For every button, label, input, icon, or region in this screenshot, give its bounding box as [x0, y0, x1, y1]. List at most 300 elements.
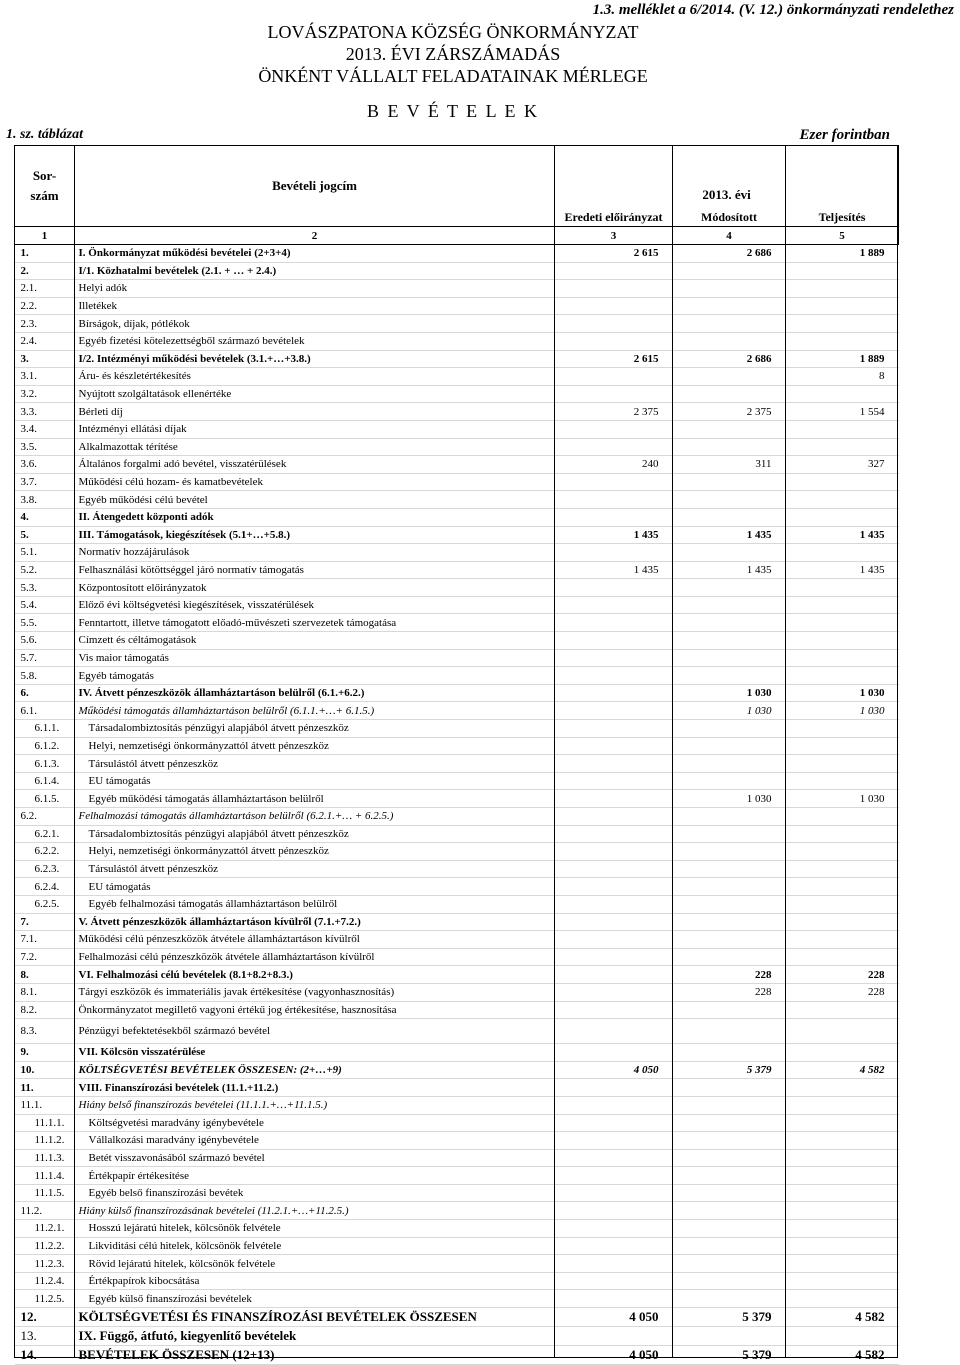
- row-label: Értékpapírok kibocsátása: [75, 1272, 555, 1290]
- value-eredeti: [555, 1149, 673, 1167]
- row-label: Egyéb belső finanszírozási bevétek: [75, 1184, 555, 1202]
- value-eredeti: [555, 508, 673, 526]
- row-number: 5.2.: [15, 561, 75, 579]
- value-eredeti: [555, 1044, 673, 1062]
- value-modositott: 1 435: [673, 561, 786, 579]
- row-label: Betét visszavonásából származó bevétel: [75, 1149, 555, 1167]
- value-modositott: [673, 473, 786, 491]
- table-row: [15, 297, 899, 315]
- row-number: 11.2.: [15, 1202, 75, 1220]
- col-header-jogcim: Bevételi jogcím: [75, 146, 555, 227]
- row-number: 6.1.2.: [15, 737, 75, 755]
- value-teljesites: [786, 948, 899, 966]
- value-teljesites: [786, 860, 899, 878]
- col-number-5: 5: [786, 227, 899, 245]
- value-teljesites: 1 554: [786, 403, 899, 421]
- row-label: Normatív hozzájárulások: [75, 544, 555, 562]
- table-row: [15, 1167, 899, 1185]
- row-number: 3.4.: [15, 420, 75, 438]
- value-modositott: [673, 332, 786, 350]
- row-number: 12.: [15, 1308, 75, 1327]
- value-eredeti: [555, 913, 673, 931]
- table-row: [15, 1290, 899, 1308]
- value-eredeti: [555, 931, 673, 949]
- table-row: [15, 1019, 899, 1044]
- table-row: [15, 315, 899, 333]
- value-teljesites: [786, 544, 899, 562]
- row-number: 11.1.: [15, 1096, 75, 1114]
- table-row: [15, 895, 899, 913]
- table-row: [15, 632, 899, 650]
- value-teljesites: [786, 878, 899, 896]
- row-label: Társadalombiztosítás pénzügyi alapjából átvett pénzeszköz: [75, 720, 555, 738]
- col-header-eredeti: Eredeti előirányzat: [555, 209, 673, 227]
- table-row: [15, 420, 899, 438]
- row-label: Egyéb működési célú bevétel: [75, 491, 555, 509]
- row-label: Társadalombiztosítás pénzügyi alapjából átvett pénzeszköz: [75, 825, 555, 843]
- row-number: 11.: [15, 1079, 75, 1097]
- row-number: 6.: [15, 684, 75, 702]
- row-label: III. Támogatások, kiegészítések (5.1+…+5.8.): [75, 526, 555, 544]
- annex-reference: 1.3. melléklet a 6/2014. (V. 12.) önkormányzati rendelethez: [592, 2, 954, 18]
- row-label: EU támogatás: [75, 772, 555, 790]
- row-number: 11.1.1.: [15, 1114, 75, 1132]
- value-teljesites: [786, 895, 899, 913]
- value-eredeti: [555, 808, 673, 826]
- value-modositott: [673, 315, 786, 333]
- value-eredeti: [555, 772, 673, 790]
- value-modositott: 2 686: [673, 245, 786, 263]
- value-modositott: [673, 860, 786, 878]
- col-header-teljesites: Teljesítés: [786, 209, 899, 227]
- value-eredeti: [555, 315, 673, 333]
- row-label: KÖLTSÉGVETÉSI ÉS FINANSZÍROZÁSI BEVÉTELEK ÖSSZESEN: [75, 1308, 555, 1327]
- value-eredeti: [555, 1019, 673, 1044]
- row-number: 6.1.5.: [15, 790, 75, 808]
- col-number-3: 3: [555, 227, 673, 245]
- value-eredeti: [555, 948, 673, 966]
- value-eredeti: [555, 1184, 673, 1202]
- unit-label: Ezer forintban: [799, 127, 890, 143]
- value-eredeti: [555, 895, 673, 913]
- value-modositott: [673, 1290, 786, 1308]
- row-number: 8.3.: [15, 1019, 75, 1044]
- table-row: [15, 1044, 899, 1062]
- value-teljesites: [786, 1327, 899, 1346]
- value-teljesites: [786, 1001, 899, 1019]
- row-number: 3.3.: [15, 403, 75, 421]
- value-teljesites: [786, 315, 899, 333]
- row-number: 5.3.: [15, 579, 75, 597]
- table-row: [15, 438, 899, 456]
- value-modositott: [673, 1044, 786, 1062]
- table-row: [15, 649, 899, 667]
- table-row: [15, 280, 899, 298]
- row-number: 11.1.2.: [15, 1132, 75, 1150]
- row-label: Társulástól átvett pénzeszköz: [75, 860, 555, 878]
- value-modositott: [673, 1167, 786, 1185]
- value-modositott: [673, 614, 786, 632]
- value-modositott: [673, 649, 786, 667]
- value-teljesites: 8: [786, 368, 899, 386]
- value-eredeti: [555, 684, 673, 702]
- value-eredeti: [555, 544, 673, 562]
- value-eredeti: [555, 1327, 673, 1346]
- value-modositott: [673, 931, 786, 949]
- row-label: V. Átvett pénzeszközök államháztartáson kívülről (7.1.+7.2.): [75, 913, 555, 931]
- value-eredeti: [555, 385, 673, 403]
- row-number: 6.2.4.: [15, 878, 75, 896]
- col-header-sorszam: Sor-szám: [15, 146, 75, 227]
- row-label: Felhasználási kötöttséggel járó normatív támogatás: [75, 561, 555, 579]
- value-eredeti: [555, 860, 673, 878]
- row-label: Működési célú hozam- és kamatbevételek: [75, 473, 555, 491]
- row-label: Alkalmazottak térítése: [75, 438, 555, 456]
- table-row: [15, 1308, 899, 1327]
- value-eredeti: [555, 1255, 673, 1273]
- value-modositott: 2 375: [673, 403, 786, 421]
- value-modositott: [673, 508, 786, 526]
- value-modositott: [673, 1149, 786, 1167]
- value-teljesites: [786, 720, 899, 738]
- row-label: Helyi, nemzetiségi önkormányzattól átvett pénzeszköz: [75, 737, 555, 755]
- value-eredeti: [555, 1167, 673, 1185]
- table-row: [15, 948, 899, 966]
- row-number: 6.2.3.: [15, 860, 75, 878]
- value-modositott: 228: [673, 966, 786, 984]
- row-number: 8.1.: [15, 983, 75, 1001]
- value-modositott: [673, 737, 786, 755]
- table-row: [15, 262, 899, 280]
- value-eredeti: [555, 1114, 673, 1132]
- row-label: Működési támogatás államháztartáson belülről (6.1.1.+…+ 6.1.5.): [75, 702, 555, 720]
- row-label: Fenntartott, illetve támogatott előadó-művészeti szervezetek támogatása: [75, 614, 555, 632]
- value-eredeti: 2 375: [555, 403, 673, 421]
- row-number: 7.2.: [15, 948, 75, 966]
- value-eredeti: [555, 825, 673, 843]
- value-teljesites: 4 582: [786, 1061, 899, 1079]
- value-teljesites: [786, 1167, 899, 1185]
- column-divider: [672, 145, 673, 1358]
- value-modositott: [673, 1096, 786, 1114]
- title-municipality: LOVÁSZPATONA KÖZSÉG ÖNKORMÁNYZAT: [267, 22, 639, 42]
- value-teljesites: [786, 1237, 899, 1255]
- row-number: 6.1.3.: [15, 755, 75, 773]
- table-row: [15, 702, 899, 720]
- value-modositott: 1 030: [673, 790, 786, 808]
- table-row: [15, 808, 899, 826]
- row-number: 6.2.5.: [15, 895, 75, 913]
- row-number: 3.1.: [15, 368, 75, 386]
- value-modositott: [673, 544, 786, 562]
- row-number: 6.2.1.: [15, 825, 75, 843]
- value-eredeti: [555, 667, 673, 685]
- value-modositott: [673, 280, 786, 298]
- value-modositott: [673, 579, 786, 597]
- value-teljesites: [786, 508, 899, 526]
- row-label: Illetékek: [75, 297, 555, 315]
- value-teljesites: [786, 1290, 899, 1308]
- value-eredeti: 1 435: [555, 561, 673, 579]
- value-eredeti: 240: [555, 456, 673, 474]
- row-label: VI. Felhalmozási célú bevételek (8.1+8.2+8.3.): [75, 966, 555, 984]
- value-eredeti: [555, 1237, 673, 1255]
- row-number: 5.8.: [15, 667, 75, 685]
- revenue-table: [14, 145, 899, 1365]
- value-teljesites: [786, 596, 899, 614]
- row-label: Felhalmozási támogatás államháztartáson belülről (6.2.1.+… + 6.2.5.): [75, 808, 555, 826]
- row-label: IV. Átvett pénzeszközök államháztartáson belülről (6.1.+6.2.): [75, 684, 555, 702]
- value-teljesites: 1 435: [786, 561, 899, 579]
- value-teljesites: 1 030: [786, 702, 899, 720]
- value-modositott: [673, 438, 786, 456]
- table-row: [15, 1149, 899, 1167]
- value-eredeti: [555, 368, 673, 386]
- value-teljesites: [786, 772, 899, 790]
- value-modositott: [673, 297, 786, 315]
- row-number: 3.8.: [15, 491, 75, 509]
- value-teljesites: 4 582: [786, 1308, 899, 1327]
- row-label: Előző évi költségvetési kiegészítések, visszatérülések: [75, 596, 555, 614]
- row-label: BEVÉTELEK ÖSSZESEN (12+13): [75, 1346, 555, 1365]
- col-header-year: 2013. évi: [555, 146, 899, 210]
- value-modositott: [673, 913, 786, 931]
- value-teljesites: 4 582: [786, 1346, 899, 1365]
- table-row: [15, 456, 899, 474]
- value-eredeti: [555, 614, 673, 632]
- row-label: I. Önkormányzat működési bevételei (2+3+4): [75, 245, 555, 263]
- value-teljesites: [786, 667, 899, 685]
- value-modositott: [673, 491, 786, 509]
- value-teljesites: [786, 614, 899, 632]
- row-label: IX. Függő, átfutó, kiegyenlítő bevételek: [75, 1327, 555, 1346]
- value-teljesites: [786, 385, 899, 403]
- table-row: [15, 1272, 899, 1290]
- value-teljesites: [786, 297, 899, 315]
- value-modositott: [673, 1019, 786, 1044]
- row-number: 11.1.4.: [15, 1167, 75, 1185]
- row-number: 4.: [15, 508, 75, 526]
- row-label: Likviditási célú hitelek, kölcsönök felvétele: [75, 1237, 555, 1255]
- value-modositott: [673, 878, 786, 896]
- value-teljesites: 1 030: [786, 684, 899, 702]
- table-row: [15, 508, 899, 526]
- row-label: I/2. Intézményi működési bevételek (3.1.+…+3.8.): [75, 350, 555, 368]
- table-row: [15, 860, 899, 878]
- value-modositott: [673, 1202, 786, 1220]
- row-number: 6.1.: [15, 702, 75, 720]
- row-number: 9.: [15, 1044, 75, 1062]
- table-row: [15, 1001, 899, 1019]
- row-number: 11.2.1.: [15, 1220, 75, 1238]
- table-row: [15, 579, 899, 597]
- value-eredeti: [555, 843, 673, 861]
- table-row: [15, 913, 899, 931]
- value-teljesites: [786, 1132, 899, 1150]
- row-number: 6.1.1.: [15, 720, 75, 738]
- value-teljesites: 228: [786, 983, 899, 1001]
- row-label: Egyéb felhalmozási támogatás államháztartáson belülről: [75, 895, 555, 913]
- value-teljesites: [786, 1202, 899, 1220]
- value-teljesites: [786, 913, 899, 931]
- row-label: VIII. Finanszírozási bevételek (11.1.+11.2.): [75, 1079, 555, 1097]
- value-modositott: 311: [673, 456, 786, 474]
- value-modositott: [673, 825, 786, 843]
- value-modositott: 1 435: [673, 526, 786, 544]
- row-label: Egyéb támogatás: [75, 667, 555, 685]
- row-number: 2.1.: [15, 280, 75, 298]
- value-modositott: [673, 1184, 786, 1202]
- row-number: 11.1.3.: [15, 1149, 75, 1167]
- row-number: 7.1.: [15, 931, 75, 949]
- row-label: Rövid lejáratú hitelek, kölcsönök felvétele: [75, 1255, 555, 1273]
- value-teljesites: [786, 825, 899, 843]
- table-row: [15, 526, 899, 544]
- table-row: [15, 1061, 899, 1079]
- value-modositott: [673, 1079, 786, 1097]
- value-teljesites: [786, 843, 899, 861]
- value-eredeti: [555, 491, 673, 509]
- value-teljesites: [786, 737, 899, 755]
- table-row: [15, 1220, 899, 1238]
- col-header-modositott: Módosított: [673, 209, 786, 227]
- table-row: [15, 983, 899, 1001]
- row-number: 6.2.2.: [15, 843, 75, 861]
- value-eredeti: [555, 983, 673, 1001]
- value-eredeti: [555, 438, 673, 456]
- table-row: [15, 1096, 899, 1114]
- value-modositott: [673, 1220, 786, 1238]
- value-modositott: 1 030: [673, 684, 786, 702]
- value-modositott: [673, 1272, 786, 1290]
- value-eredeti: [555, 1290, 673, 1308]
- table-row: [15, 667, 899, 685]
- table-row: [15, 1237, 899, 1255]
- row-label: Önkormányzatot megillető vagyoni értékű jog értékesítése, hasznosítása: [75, 1001, 555, 1019]
- row-number: 3.7.: [15, 473, 75, 491]
- value-teljesites: [786, 1272, 899, 1290]
- table-row: [15, 755, 899, 773]
- row-label: Vis maior támogatás: [75, 649, 555, 667]
- table-row: [15, 245, 899, 263]
- table-row: [15, 684, 899, 702]
- table-number: 1. sz. táblázat: [6, 127, 84, 142]
- col-number-1: 1: [15, 227, 75, 245]
- table-row: [15, 878, 899, 896]
- row-label: Központosított előirányzatok: [75, 579, 555, 597]
- value-teljesites: [786, 332, 899, 350]
- row-label: Áru- és készletértékesítés: [75, 368, 555, 386]
- value-modositott: [673, 1237, 786, 1255]
- row-label: EU támogatás: [75, 878, 555, 896]
- value-teljesites: [786, 491, 899, 509]
- table-row: [15, 1255, 899, 1273]
- value-teljesites: 228: [786, 966, 899, 984]
- row-label: Pénzügyi befektetésekből származó bevétel: [75, 1019, 555, 1044]
- row-label: Értékpapír értékesítése: [75, 1167, 555, 1185]
- col-number-2: 2: [75, 227, 555, 245]
- value-teljesites: 327: [786, 456, 899, 474]
- value-modositott: [673, 843, 786, 861]
- row-label: Bírságok, díjak, pótlékok: [75, 315, 555, 333]
- value-teljesites: [786, 1019, 899, 1044]
- table-row: [15, 403, 899, 421]
- table-body: [15, 245, 899, 1365]
- table-row: [15, 614, 899, 632]
- value-eredeti: [555, 1001, 673, 1019]
- row-number: 11.2.4.: [15, 1272, 75, 1290]
- value-modositott: [673, 720, 786, 738]
- row-label: Hiány külső finanszírozásának bevételei (11.2.1.+…+11.2.5.): [75, 1202, 555, 1220]
- value-modositott: [673, 895, 786, 913]
- value-eredeti: [555, 1220, 673, 1238]
- row-number: 5.4.: [15, 596, 75, 614]
- row-number: 8.2.: [15, 1001, 75, 1019]
- value-modositott: [673, 420, 786, 438]
- value-modositott: 5 379: [673, 1346, 786, 1365]
- table-row: [15, 772, 899, 790]
- value-teljesites: [786, 1044, 899, 1062]
- row-number: 2.4.: [15, 332, 75, 350]
- value-teljesites: 1 435: [786, 526, 899, 544]
- value-modositott: [673, 1001, 786, 1019]
- value-teljesites: [786, 808, 899, 826]
- row-label: Működési célú pénzeszközök átvétele államháztartáson kívülről: [75, 931, 555, 949]
- value-teljesites: 1 889: [786, 245, 899, 263]
- value-teljesites: 1 889: [786, 350, 899, 368]
- col-number-4: 4: [673, 227, 786, 245]
- row-label: Költségvetési maradvány igénybevétele: [75, 1114, 555, 1132]
- row-number: 14.: [15, 1346, 75, 1365]
- value-teljesites: [786, 438, 899, 456]
- value-modositott: 2 686: [673, 350, 786, 368]
- column-divider: [785, 145, 786, 1358]
- table-row: [15, 1184, 899, 1202]
- row-number: 5.1.: [15, 544, 75, 562]
- table-row: [15, 790, 899, 808]
- row-number: 3.: [15, 350, 75, 368]
- value-teljesites: [786, 280, 899, 298]
- value-modositott: [673, 596, 786, 614]
- table-row: [15, 931, 899, 949]
- value-teljesites: [786, 420, 899, 438]
- row-label: Társulástól átvett pénzeszköz: [75, 755, 555, 773]
- row-number: 11.2.2.: [15, 1237, 75, 1255]
- row-number: 2.3.: [15, 315, 75, 333]
- row-number: 10.: [15, 1061, 75, 1079]
- table-row: [15, 1327, 899, 1346]
- value-eredeti: 2 615: [555, 350, 673, 368]
- title-revenues: B E V É T E L E K: [366, 101, 539, 121]
- table-row: [15, 332, 899, 350]
- column-divider: [554, 145, 555, 1358]
- value-modositott: [673, 1255, 786, 1273]
- value-modositott: [673, 948, 786, 966]
- value-teljesites: [786, 1114, 899, 1132]
- value-teljesites: [786, 632, 899, 650]
- value-modositott: 228: [673, 983, 786, 1001]
- value-modositott: 5 379: [673, 1061, 786, 1079]
- table-row: [15, 1132, 899, 1150]
- table-row: [15, 843, 899, 861]
- value-modositott: 5 379: [673, 1308, 786, 1327]
- value-eredeti: [555, 262, 673, 280]
- row-label: Tárgyi eszközök és immateriális javak értékesítése (vagyonhasznosítás): [75, 983, 555, 1001]
- table-row: [15, 966, 899, 984]
- row-number: 5.7.: [15, 649, 75, 667]
- row-label: Általános forgalmi adó bevétel, visszatérülések: [75, 456, 555, 474]
- table-row: [15, 368, 899, 386]
